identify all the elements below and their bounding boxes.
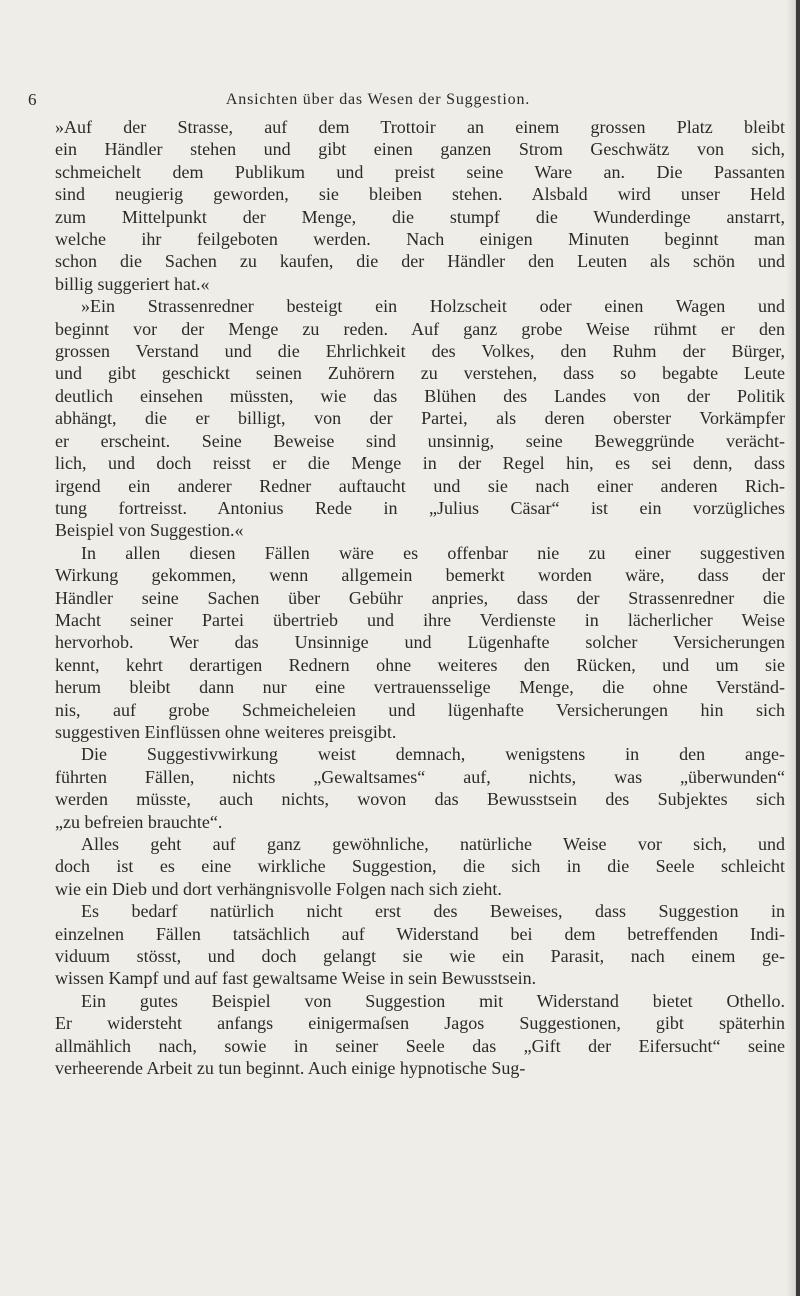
page-edge	[796, 0, 800, 1296]
text-line: Alles geht auf ganz gewöhnliche, natürliche Weise vor sich, und	[81, 834, 785, 854]
text-line: Beispiel von Suggestion.«	[55, 520, 244, 541]
text-line: In allen diesen Fällen wäre es offenbar nie zu einer suggestiven	[81, 542, 785, 563]
text-line: viduum stösst, und doch gelangt sie wie ein Parasit, nach einem ge-	[55, 946, 785, 967]
text-line: führten Fällen, nichts „Gewaltsames“ auf, nichts, was „überwunden“	[55, 766, 785, 787]
text-line: Händler seine Sachen über Gebühr anpries, dass der Strassenredner die	[55, 587, 785, 608]
body-text	[55, 116, 785, 1079]
page-number: 6	[28, 90, 37, 109]
text-line: zum Mittelpunkt der Menge, die stumpf die Wunderdinge anstarrt,	[55, 206, 785, 227]
running-title: Ansichten über das Wesen der Suggestion.	[225, 91, 531, 108]
text-line: wie ein Dieb und dort verhängnisvolle Folgen nach sich zieht.	[55, 878, 502, 899]
text-line: herum bleibt dann nur eine vertrauensselige Menge, die ohne Verständ-	[55, 677, 785, 698]
text-line: irgend ein anderer Redner auftaucht und sie nach einer anderen Rich-	[55, 475, 785, 496]
text-line: Er widersteht anfangs einigermaſsen Jagos Suggestionen, gibt späterhin	[55, 1013, 785, 1034]
text-line: »Auf der Strasse, auf dem Trottoir an einem grossen Platz bleibt	[55, 117, 785, 137]
text-line: »Ein Strassenredner besteigt ein Holzscheit oder einen Wagen und	[81, 296, 785, 317]
paragraph	[55, 990, 785, 1080]
text-line: billig suggeriert hat.«	[55, 273, 210, 294]
text-line: „zu befreien brauchte“.	[55, 811, 223, 832]
paragraph	[55, 542, 785, 744]
text-line: beginnt vor der Menge zu reden. Auf ganz grobe Weise rühmt er den	[55, 318, 785, 339]
text-line: lich, und doch reisst er die Menge in der Regel hin, es sei denn, dass	[55, 453, 785, 474]
text-line: kennt, kehrt derartigen Rednern ohne weiteres den Rücken, und um sie	[55, 654, 785, 675]
text-line: werden müsste, auch nichts, wovon das Bewusstsein des Subjektes sich	[55, 789, 785, 810]
text-line: schmeichelt dem Publikum und preist seine Ware an. Die Passanten	[55, 161, 785, 182]
text-line: tung fortreisst. Antonius Rede in „Julius Cäsar“ ist ein vorzügliches	[55, 497, 785, 518]
text-line: sind neugierig geworden, sie bleiben stehen. Alsbald wird unser Held	[55, 184, 785, 205]
text-line: wissen Kampf und auf fast gewaltsame Weise in sein Bewusstsein.	[55, 968, 537, 989]
text-line: doch ist es eine wirkliche Suggestion, die sich in die Seele schleicht	[55, 856, 785, 877]
text-line: einzelnen Fällen tatsächlich auf Widerstand bei dem betreffenden Indi-	[55, 923, 785, 944]
text-line: deutlich einsehen müssten, wie das Blühen des Landes von der Politik	[55, 385, 785, 406]
text-line: grossen Verstand und die Ehrlichkeit des Volkes, den Ruhm der Bürger,	[55, 341, 785, 362]
text-line: hervorhob. Wer das Unsinnige und Lügenhafte solcher Versicherungen	[55, 632, 785, 653]
text-line: Macht seiner Partei übertrieb und ihre Verdienste in lächerlicher Weise	[55, 609, 785, 630]
page-header	[28, 90, 728, 114]
text-line: Ein gutes Beispiel von Suggestion mit Widerstand bietet Othello.	[81, 990, 785, 1011]
text-line: abhängt, die er billigt, von der Partei, als deren oberster Vorkämpfer	[55, 408, 785, 429]
text-line: Wirkung gekommen, wenn allgemein bemerkt worden wäre, dass der	[55, 565, 785, 586]
text-line: suggestiven Einflüssen ohne weiteres preisgibt.	[55, 721, 397, 742]
paragraph	[55, 833, 785, 900]
text-line: nis, auf grobe Schmeicheleien und lügenhafte Versicherungen hin sich	[55, 699, 785, 720]
text-line: schon die Sachen zu kaufen, die der Händler den Leuten als schön und	[55, 251, 785, 272]
text-line: allmählich nach, sowie in seiner Seele das „Gift der Eifersucht“ seine	[55, 1035, 785, 1056]
paragraph	[55, 743, 785, 833]
paragraph	[55, 116, 785, 295]
text-line: und gibt geschickt seinen Zuhörern zu verstehen, dass so begabte Leute	[55, 363, 785, 384]
paragraph	[55, 295, 785, 541]
text-line: Es bedarf natürlich nicht erst des Beweises, dass Suggestion in	[81, 901, 785, 922]
text-line: welche ihr feilgeboten werden. Nach einigen Minuten beginnt man	[55, 229, 785, 250]
paragraph	[55, 900, 785, 990]
text-line: er erscheint. Seine Beweise sind unsinnig, seine Beweggründe verächt-	[55, 430, 785, 451]
text-line: Die Suggestivwirkung weist demnach, wenigstens in den ange-	[81, 744, 785, 765]
text-line: ein Händler stehen und gibt einen ganzen Strom Geschwätz von sich,	[55, 139, 785, 160]
text-line: verheerende Arbeit zu tun beginnt. Auch einige hypnotische Sug-	[55, 1058, 526, 1079]
